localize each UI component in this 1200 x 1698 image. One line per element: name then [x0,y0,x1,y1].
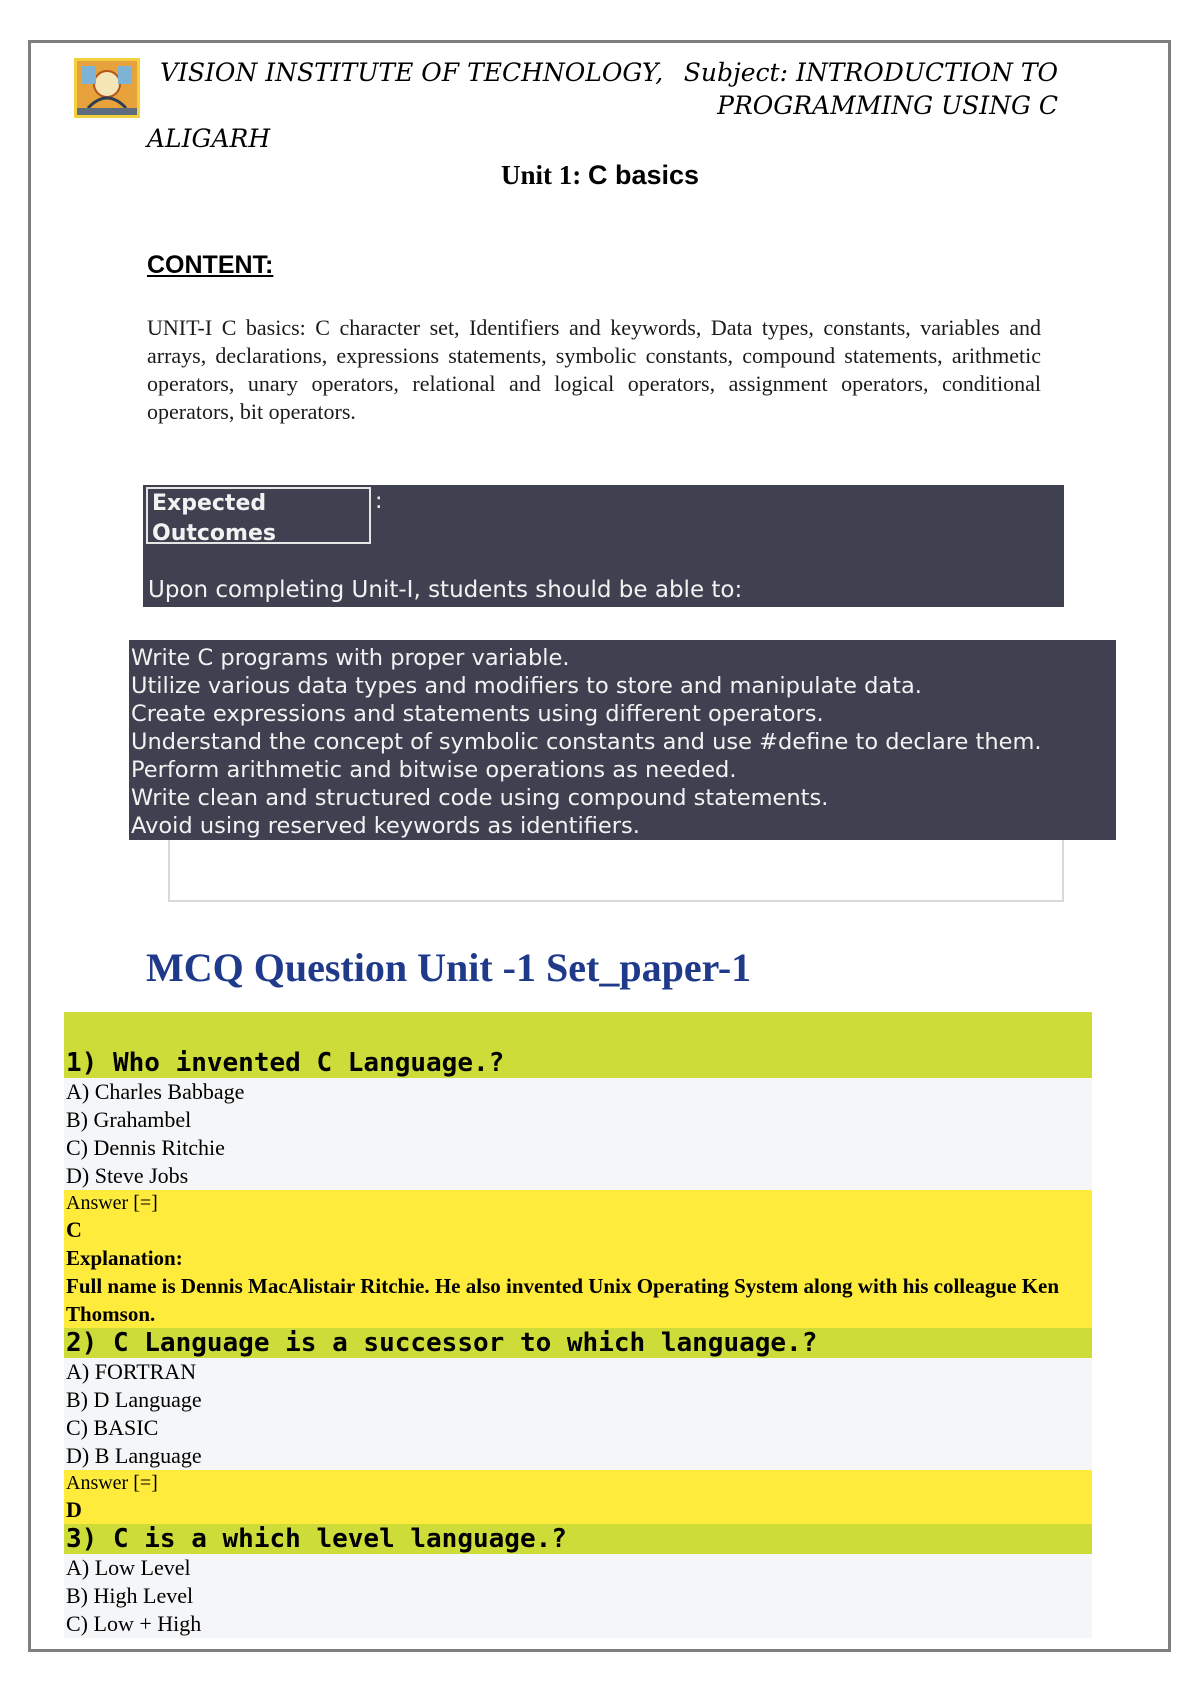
option: A) Low Level [66,1555,191,1580]
outcome-item: Utilize various data types and modifiers to store and manipulate data. [131,673,922,699]
answer-label: Answer [=] [66,1192,158,1214]
outcome-item: Understand the concept of symbolic constants and use #define to declare them. [131,729,1042,755]
expected-label-line-2: Outcomes [152,521,276,546]
outcomes-list [129,640,1116,840]
option: B) High Level [66,1583,194,1608]
subject-title [684,56,1058,122]
option: C) Low + High [66,1611,202,1636]
question-1-answer [64,1190,1092,1328]
mcq-title: MCQ Question Unit -1 Set_paper-1 [146,945,752,990]
content-heading: CONTENT: [147,251,274,279]
institute-logo [74,58,140,118]
answer-value: C [66,1217,82,1242]
option: C) Dennis Ritchie [66,1135,225,1160]
unit-prefix: Unit 1: [500,160,588,190]
unit-title [0,160,1200,191]
question-2-answer [64,1470,1092,1524]
institute-name: VISION INSTITUTE OF TECHNOLOGY, [160,58,664,87]
unit-name: C basics [587,160,700,190]
subject-line-1: Subject: INTRODUCTION TO [683,58,1058,87]
option: C) BASIC [66,1415,159,1440]
expected-outcomes-label [146,487,371,544]
expected-label-line-1: Expected [152,491,267,516]
outcome-item: Create expressions and statements using different operators. [131,701,824,727]
explanation-label: Explanation: [66,1246,183,1270]
outcome-item: Avoid using reserved keywords as identifiers. [131,813,640,839]
institute-city: ALIGARH [147,124,271,153]
subject-line-2: PROGRAMMING USING C [717,91,1058,120]
outcome-item: Write C programs with proper variable. [131,645,570,671]
question-2-options [64,1358,1092,1470]
outcome-item: Write clean and structured code using compound statements. [131,785,829,811]
option: B) D Language [66,1387,202,1412]
answer-value: D [66,1497,82,1522]
expected-outcomes-box [143,485,1064,607]
outcomes-empty-frame [168,840,1064,902]
option: A) FORTRAN [66,1359,197,1384]
question-2: 2) C Language is a successor to which language.? [64,1328,1092,1358]
question-1-options [64,1078,1092,1190]
answer-label: Answer [=] [66,1472,158,1494]
question-3: 3) C is a which level language.? [64,1524,1092,1554]
expected-colon: : [375,489,383,514]
outcome-item: Perform arithmetic and bitwise operations as needed. [131,757,737,783]
question-1: 1) Who invented C Language.? [64,1012,1092,1078]
expected-intro: Upon completing Unit-I, students should be able to: [148,577,743,603]
mcq-list [64,1012,1092,1638]
option: D) B Language [66,1443,202,1468]
question-3-options [64,1554,1092,1638]
explanation-text: Full name is Dennis MacAlistair Ritchie. He also invented Unix Operating System along with his colleague Ken Thomson. [66,1274,1060,1326]
option: D) Steve Jobs [66,1163,189,1188]
option: A) Charles Babbage [66,1079,245,1104]
option: B) Grahambel [66,1107,192,1132]
content-body: UNIT-I C basics: C character set, Identifiers and keywords, Data types, constants, variables and arrays, declarations, expressions statements, symbolic constants, compound statements, arithmetic operators, unary operators, relational and logical operators, assignment operators, conditional operators, bit operators. [147,315,1041,424]
